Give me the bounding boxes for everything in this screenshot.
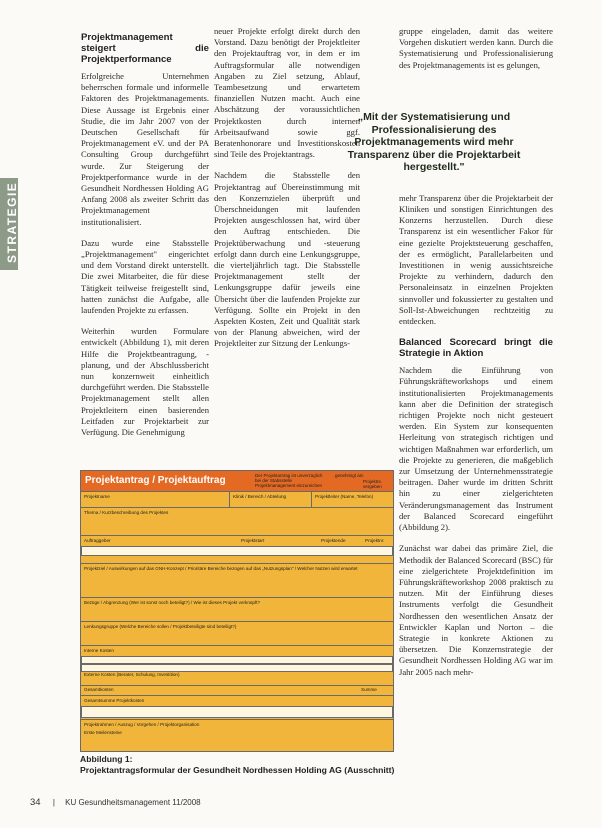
figure-caption [80, 754, 400, 775]
form-label: Klinik / Bereich / Abteilung [233, 494, 287, 499]
form-row [81, 491, 393, 508]
paragraph: Zunächst war dabei das primäre Ziel, die Methodik der Balanced Scorecard (BSC) für eine zielgerichtete Projektdefinition im Führungskräfteworkshop 2008 praktisch zu nutzen. Mit der Einführung dieses Instruments verfolgt die Gesundheit Nordhessen den wesentlichen Ansatz der Entwickler Kaplan und Norton – die Strategie in konkrete Aktionen zu übersetzen. Die Konzernstrategie der Gesundheit Nordhessen Holding AG war im Jahr 2005 nach mehr- [399, 543, 553, 677]
form-label: Summe [361, 687, 377, 692]
footer-separator: | [52, 798, 55, 807]
form-row [81, 597, 393, 622]
paragraph: Nachdem die Einführung von Führungskräfteworkshops und einem institutionalisierten Projektmanagements kann aber die Definition der strategisch richtigen Projekte noch nicht gesteuert werden. Ein System zur konsequenten Herleitung von strategisch richtigen und wichtigen Maßnahmen war erforderlich, um die Projekte zu generieren, die maßgeblich zur Umsetzung der Unternehmensstrategie beitragen. Daher wurde im dritten Schritt hin zu einer zielgerichteten Veränderungsmanagement das Instrument der Balanced Scorecard eingeführt (Abbildung 2). [399, 365, 553, 533]
paragraph: Weiterhin wurden Formulare entwickelt (Abbildung 1), mit deren Hilfe die Projektbeantragung, -planung, und der Abschlussbericht nun konzernweit einheitlich durchgeführt werden. Die Stabsstelle Projektmanagement stellt allen Projektleitern einen basierenden Leitfaden zur Projektarbeit zur Verfügung. Die Genehmigung [81, 326, 209, 438]
page-footer [30, 797, 201, 808]
form-label: Lenkungsgruppe (Welche Bereiche sollen / Projektbeteiligte sind beteiligt?) [84, 624, 237, 629]
section-tag-label: STRATEGIE [5, 181, 19, 263]
form-label: Auftraggeber [84, 538, 111, 543]
paragraph: Dazu wurde eine Stabsstelle „Projektmanagement" eingerichtet und dem Vorstand direkt unterstellt. Die zwei Mitarbeiter, die für diese Tätigkeit teilweise freigestellt sind, hatten zunächst die Aufgabe, alle laufenden Projekte zu erfassen. [81, 237, 209, 316]
divider [311, 492, 312, 508]
form-header [81, 471, 393, 491]
form-row [81, 695, 393, 720]
form-field [81, 664, 393, 672]
form-row [81, 719, 393, 752]
form-label: Projektziel / Auswirkungen auf das GNH-Konzept / Prioritäre Bereiche bezogen auf das „Nutzungsplan" / Welcher Nutzen wird erwartet [84, 566, 358, 571]
page-number: 34 [30, 797, 41, 808]
form-row [81, 535, 393, 548]
form-label: Gesamtsumme Projektkosten [84, 698, 145, 703]
form-label: Externe Kosten (Berater, Schulung, Investition) [84, 672, 180, 677]
form-label: Projektstart [241, 538, 265, 543]
journal-name: KU Gesundheitsmanagement 11/2008 [65, 798, 201, 807]
form-note: Projektnr. vergeben [363, 479, 383, 489]
form-note: Der Projektantrag ist unverzüglich bei der Stabsstelle Projektmanagement einzureichen [255, 473, 323, 488]
form-field [81, 546, 393, 556]
form-label: Bezüge / Abgrenzung (Wer ist sonst noch beteiligt?) / Wie ist dieses Projekt verknüpft? [84, 600, 261, 605]
form-label: Projektrahmen / Auszug / Vorgehen / Projektorganisation [84, 722, 200, 727]
form-note: genehmigt am [335, 473, 364, 478]
form-label: Erste Meilensteine [84, 730, 122, 735]
form-field [81, 656, 393, 664]
form-field [81, 706, 393, 718]
paragraph: neuer Projekte erfolgt direkt durch den Vorstand. Dazu benötigt der Projektleiter den Projektauftrag vor, in dem er im Auftragsformular alle notwendigen Angaben zu Ziel setzung, Ablauf, Teambesetzung und erwartetem finanziellen Nutzen macht. Auch eine Abschätzung der voraussichtlichen Projektkosten durch internen Arbeitsaufwand sowie ggf. Beratenhonorare und Investitionskosten sind Teile des Projektantrags. [214, 26, 360, 160]
form-row [81, 621, 393, 646]
paragraph: Nachdem die Stabsstelle den Projektantrag auf Übereinstimmung mit den Konzernzielen überprüft und Überschneidungen mit laufenden Projekten ausgeschlossen hat, wird über den Auftrag entschieden. Die Projektüberwachung und -steuerung erfolgt dann durch eine Lenkungsgruppe, die vierteljährlich tagt. Die Stabsstelle Projektmanagement stellt der Lenkungsgruppe dafür jeweils eine Übersicht über die laufenden Projekte zur Verfügung. Sollte ein Projekt in den Aspekten Kosten, Zeit und Qualität stark von der Planung abweichen, wird der Projektleiter zur Sitzung der Lenkungs- [214, 170, 360, 349]
paragraph: mehr Transparenz über die Projektarbeit der Kliniken und sonstigen Einrichtungen des Konzerns herzustellen. Durch diese Transparenz ist ein wesentlicher Fakor für eine gezielte Projektsteuerung geschaffen, der es ermöglicht, Parallelarbeiten und Investitionen in wenig aussichtsreiche Projekte zu verhindern, dadurch den Personaleinsatz in einzelnen Projekten sinnvoller und fokussierter zu gestalten und Soll-Ist-Abweichungen rechtzeitig zu entdecken. [399, 192, 553, 327]
form-title: Projektantrag / Projektauftrag [85, 475, 226, 486]
form-label: Projektname [84, 494, 110, 499]
column-1 [81, 32, 209, 448]
section-tag [0, 178, 18, 270]
form-row [81, 563, 393, 598]
pull-quote: „Mit der Systematisierung und Professionalisierung des Projektmanagements wird mehr Transparenz über die Projektarbeit hergestellt." [347, 111, 521, 174]
form-label: Projektleiter (Name, Telefon) [315, 494, 374, 499]
form-label: Projektnr. [365, 538, 385, 543]
project-form-figure [80, 470, 394, 752]
form-label: Thema / Kurzbeschreibung des Projektes [84, 510, 169, 515]
form-label: Interne Kosten [84, 648, 114, 653]
divider [229, 492, 230, 508]
form-row [81, 507, 393, 536]
caption-text: Projektantragsformular der Gesundheit Nordhessen Holding AG (Ausschnitt) [80, 764, 395, 775]
column-3 [399, 26, 553, 688]
form-label: Projektende [321, 538, 346, 543]
paragraph: gruppe eingeladen, damit das weitere Vorgehen diskutiert werden kann. Durch die Systematisierung und Professionalisierung des Projektmanagements ist es gelungen, [399, 26, 553, 70]
column-2 [214, 26, 360, 360]
caption-label: Abbildung 1: [80, 754, 133, 764]
section-heading-1: Projektmanagement steigert die Projektperformance [81, 32, 209, 65]
form-label: Gesamtkosten [84, 687, 114, 692]
paragraph: Erfolgreiche Unternehmen beherrschen formale und informelle Faktoren des Projektmanagements. Diese Aussage ist Ergebnis einer Studie, die im Jahr 2007 von der Deutschen Gesellschaft für Projektmanagement eV. und der PA Consulting Group durchgeführt wurde. Zur Steigerung der Projektperformance wurde in der Gesundheit Nordhessen Holding AG Anfang 2008 als zweiter Schritt das Projektmanagement institutionalisiert. [81, 71, 209, 227]
form-row [81, 645, 393, 686]
section-heading-2: Balanced Scorecard bringt die Strategie in Aktion [399, 337, 553, 360]
